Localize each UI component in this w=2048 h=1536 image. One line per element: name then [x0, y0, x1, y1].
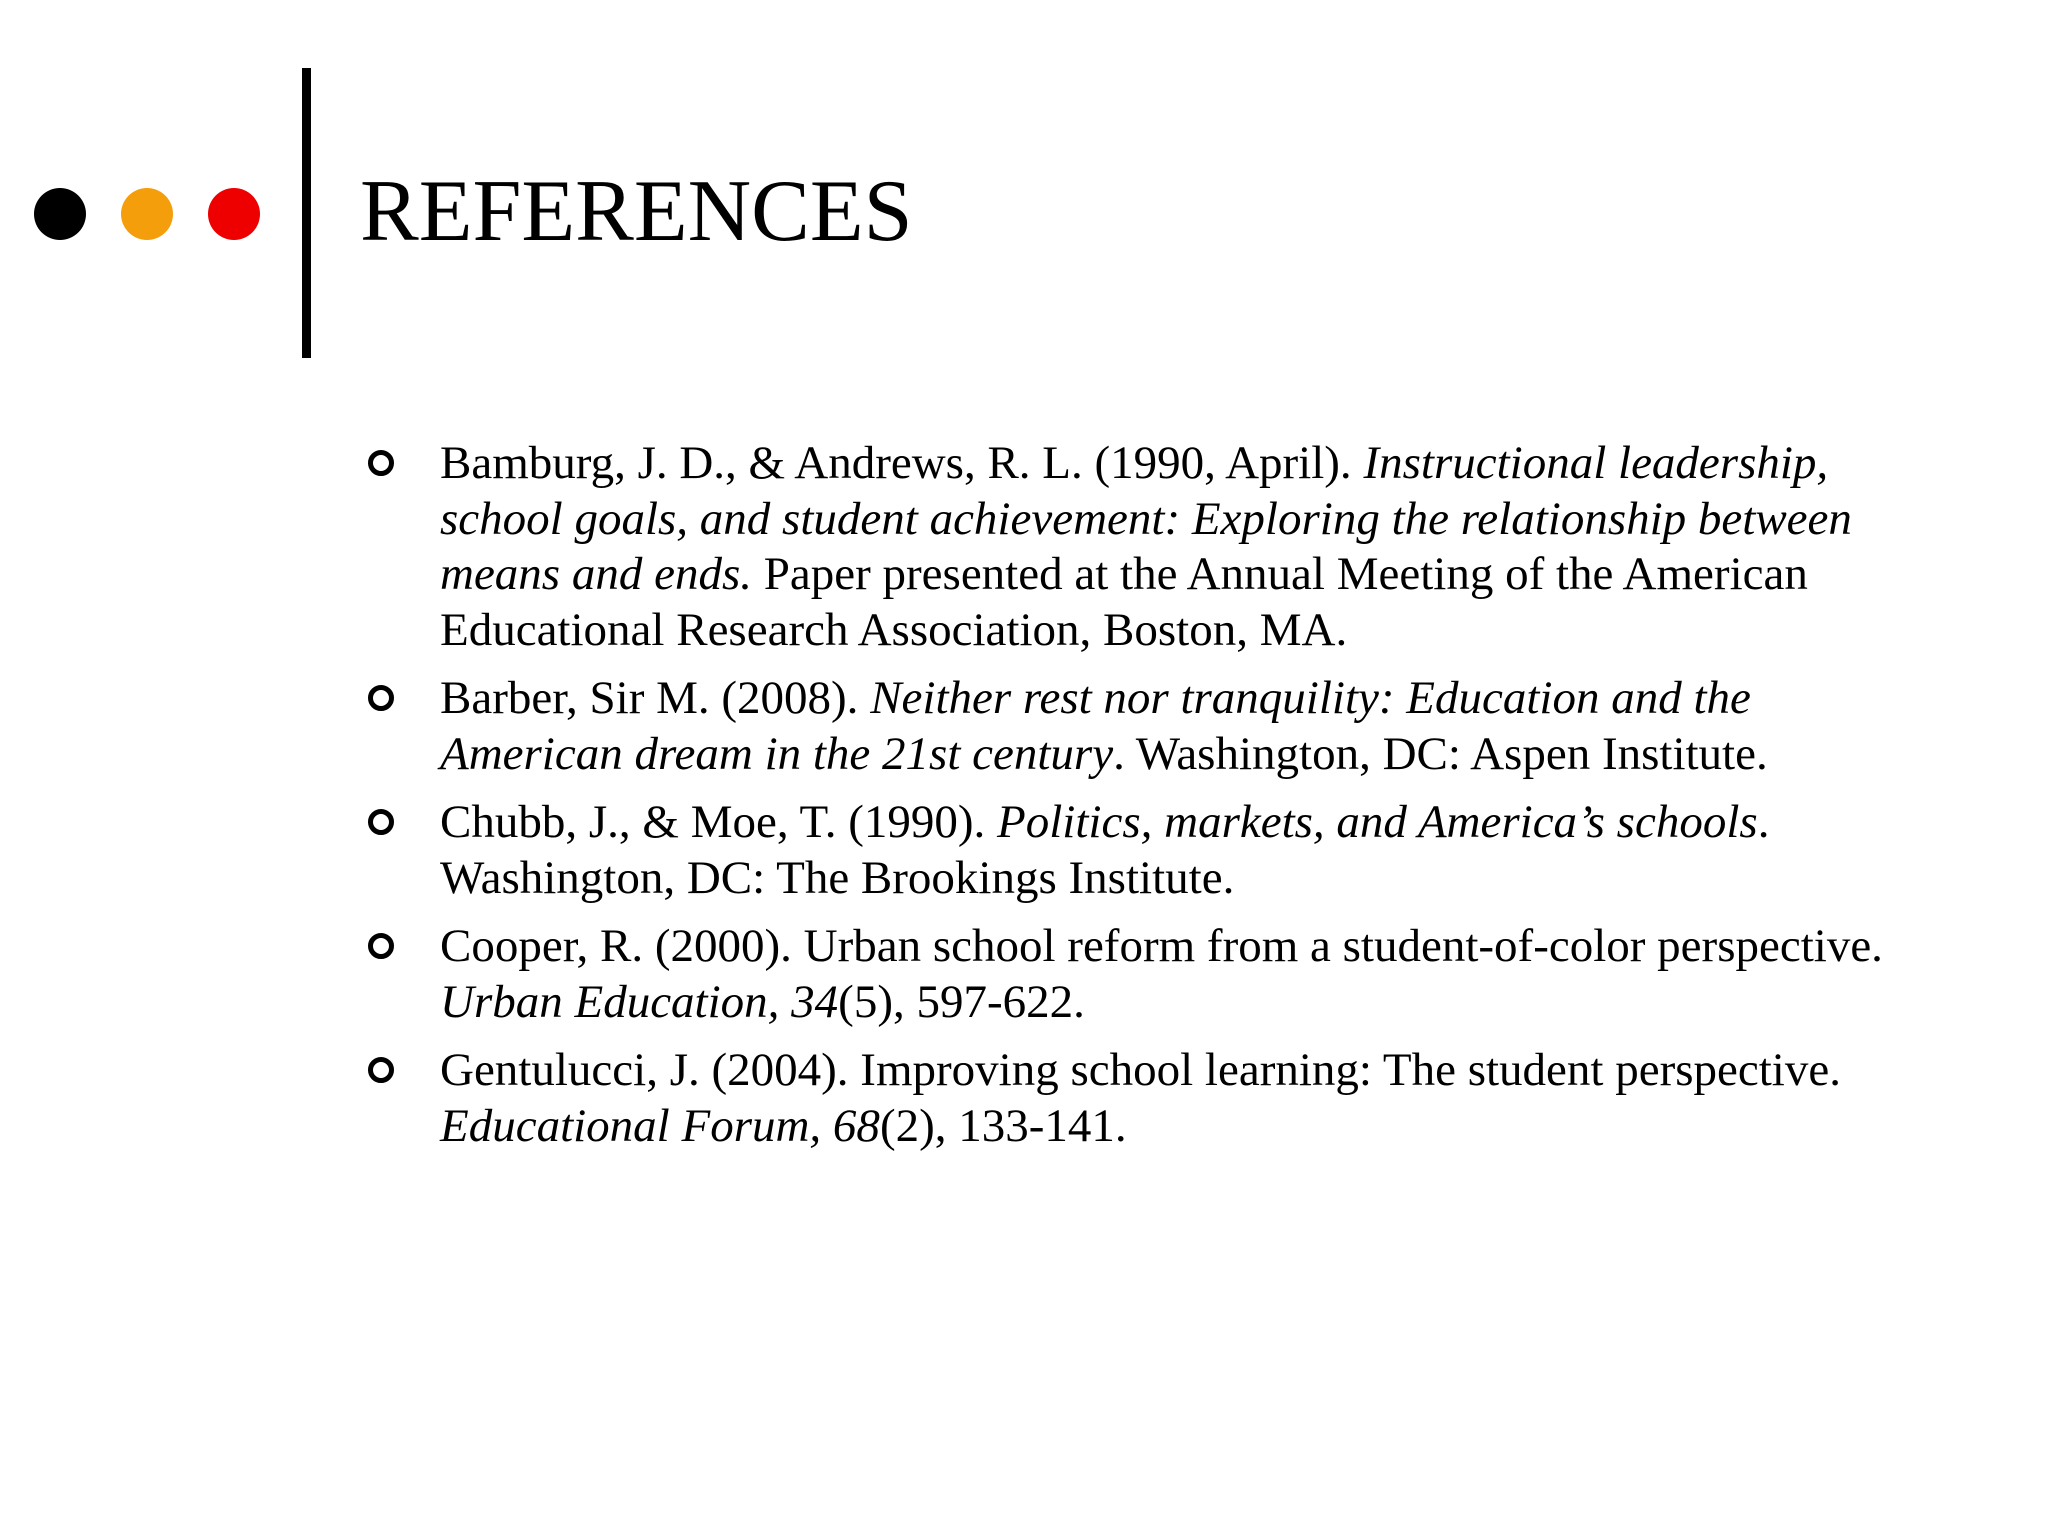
reference-text: (2), 133-141.	[879, 1099, 1127, 1152]
reference-journal: Educational Forum, 68	[440, 1099, 880, 1152]
hollow-circle-bullet-icon	[368, 809, 394, 835]
reference-text: Gentulucci, J. (2004). Improving school learning: The student perspective.	[440, 1044, 1841, 1096]
reference-text: Cooper, R. (2000). Urban school reform from a student-of-color perspective.	[440, 920, 1883, 972]
reference-text: . Washington, DC: Aspen Institute.	[1113, 727, 1768, 780]
reference-text: Paper presented at the Annual Meeting of the American Educational Research Association, Boston, MA.	[440, 548, 1808, 656]
reference-text: Bamburg, J. D., & Andrews, R. L. (1990, April).	[440, 437, 1364, 489]
hollow-circle-bullet-icon	[368, 933, 394, 959]
reference-title: Neither rest nor tranquility: Education and the American dream in the 21st century	[440, 672, 1751, 780]
black-dot-decoration	[34, 188, 86, 240]
reference-journal: Urban Education, 34	[440, 975, 839, 1028]
hollow-circle-bullet-icon	[368, 685, 394, 711]
reference-item	[360, 919, 1920, 1030]
reference-text: (5), 597-622.	[838, 975, 1085, 1028]
hollow-circle-bullet-icon	[368, 1057, 394, 1083]
reference-item	[360, 671, 1920, 782]
reference-text: . Washington, DC: The Brookings Institute.	[440, 796, 1770, 904]
reference-list	[360, 436, 1920, 1167]
reference-text: Chubb, J., & Moe, T. (1990).	[440, 796, 998, 848]
slide-title: REFERENCES	[360, 163, 913, 260]
reference-title: Instructional leadership, school goals, and student achievement: Exploring the relationship between means and ends.	[440, 437, 1852, 600]
hollow-circle-bullet-icon	[368, 450, 394, 476]
reference-title: Politics, markets, and America’s schools	[997, 796, 1758, 848]
reference-item	[360, 1043, 1920, 1154]
reference-text: Barber, Sir M. (2008).	[440, 672, 871, 724]
orange-dot-decoration	[121, 188, 173, 240]
reference-item	[360, 436, 1920, 658]
reference-item	[360, 795, 1920, 906]
vertical-divider	[302, 68, 311, 358]
red-dot-decoration	[208, 188, 260, 240]
